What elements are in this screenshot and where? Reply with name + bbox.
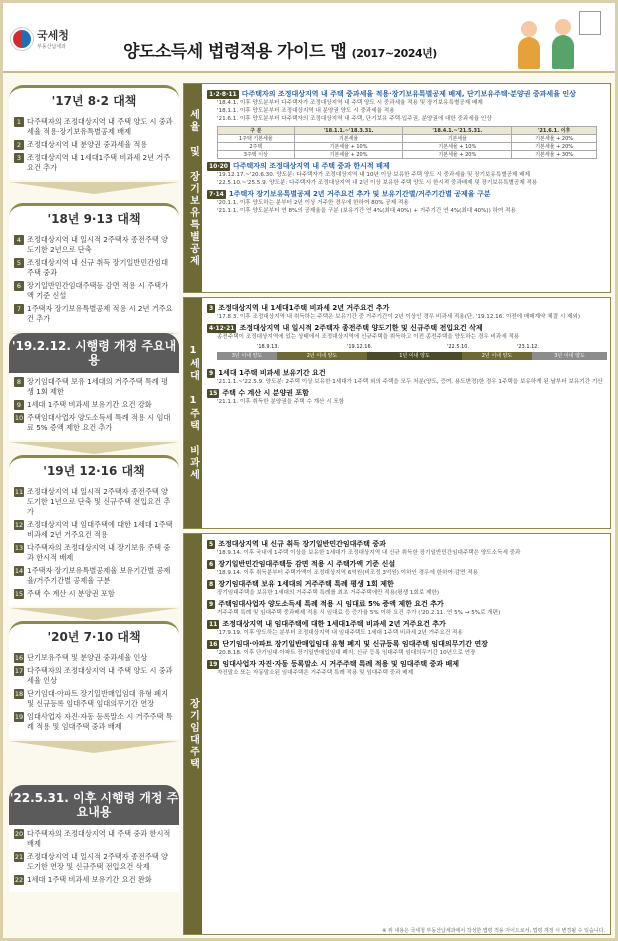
list-item: 15 주택 수 계산 시 분양권 포함 [14,589,115,598]
person-icon [518,37,540,69]
table-row: 1주택 기본세율 기본세율 기본세율 기본세율 + 20% [218,135,597,143]
section-label: 세율 및 장기보유특별공제 [184,84,202,292]
taegeuk-icon [11,28,33,50]
block-line: 거주주택 특례 및 임대주택 중과배제 적용 시 임대료 등 증가율 5% 이하 요건 추가 ('20.2.11. 연 5% → 5%로 개편) [217,610,501,616]
block-line: '17.8.3. 이후 조정대상지역 내 취득하는 주택은 보유기간 중 거주기간이 2년 이상인 경우 비과세 적용(단, '19.12.16. 이전에 매매계약 체결 시 제외) [217,314,580,320]
list-item: 19 임대사업자 자진·자동 등록말소 시 거주주택 특례 적용 및 임대주택 중과 배제 [14,712,173,731]
block-heading: 10·20 다주택자의 조정대상지역 내 주택 중과 한시적 배제 [209,162,390,170]
table-row: 2주택 기본세율 + 10% 기본세율 + 10% 기본세율 + 20% [218,143,597,151]
timeline-bar: 2년 이내 양도 [462,352,532,360]
list-item: 6 장기일반민간임대주택등 감면 적용 시 주택가액 기준 신설 [14,281,174,301]
block-line: '21.1.1. 이후 양도분부터 연 8%의 공제율을 구분 (보유기간 연 4%(최대 40%) + 거주기간 연 4%(최대 40%)) 하여 적용 [217,208,516,214]
title-years: (2017~2024년) [351,47,437,60]
list-item: 9 1세대 1주택 비과세 보유기간 요건 강화 [14,400,174,410]
block-heading: 16 단기임대·아파트 장기일반매입임대 유형 폐지 및 신규등록 임대주택 임대의무기간 연장 [209,640,488,648]
timeline-bar: 3년 이내 양도 [532,352,607,360]
list-item: 18 단기임대·아파트 장기일반매입임대 유형 폐지 및 신규등록 임대주택 임대의무기간 연장 [14,689,169,708]
list-item: 14 1주택자 장기보유특별공제율 보유기간별 공제율/거주기간별 공제율 구분 [14,566,171,585]
block-heading: 11 조정대상지역 내 임대주택에 대한 1세대1주택 비과세 2년 거주요건 추가 [209,620,446,628]
chevron-down-icon [9,442,179,454]
timeline-date: '22.5.10. [447,344,470,350]
list-item: 5 조정대상지역 내 신규 취득 장기일반민간임대주택 중과 [14,258,174,278]
block-heading: 19 임대사업자 자진·자동 등록말소 시 거주주택 특례 적용 및 임대주택 중과 배제 [209,660,460,668]
era-title: '18년 9·13 대책 [9,203,179,231]
timeline-date: '19.12.16. [347,344,373,350]
block-heading: 5 조정대상지역 내 신규 취득 장기일반민간임대주택 중과 [209,540,386,548]
org-name: 국세청 [37,29,69,42]
era-22-5-31 [9,785,179,892]
section-rental [183,533,611,935]
list-item: 2 조정대상지역 내 분양권 중과세율 적용 [14,140,174,150]
person-head-icon [521,21,537,37]
block-heading: 6 장기일반민간임대주택등 감면 적용 시 주택가액 기준 신설 [209,560,396,568]
list-item: 4 조정대상지역 내 일시적 2주택자 종전주택 양도기한 2년으로 단축 [14,235,174,255]
chevron-down-icon [9,182,179,194]
section-label: 1세대 1주택 비과세 [184,298,202,528]
block-line: '21.1.1. 이후 취득한 분양권을 주택 수 계산 시 포함 [217,399,345,405]
block-line: '18.9.14. 이후 취득분부터 주택가액이 조정대상지역 6억원(비조정 3억원) 이하인 경우에 한하여 감면 적용 [217,570,479,576]
org-sub: 부동산납세과 [37,44,66,50]
block-heading: 1·2·8·11 다주택자의 조정대상지역 내 주택 중과세율 적용·장기보유특별공제 배제, 단기보유주택·분양권 중과세율 인상 [209,90,576,98]
list-item: 22 1세대 1주택 비과세 보유기간 요건 완화 [14,875,152,884]
block-line: '21.1.1.~'22.5.9. 양도분: 2주택 이상 보유한 1세대가 1주택 외의 주택을 모두 처분(양도, 증여, 용도변경)한 경우 1주택을 보유하게 된 날부터 보유기간 기산 [217,379,603,385]
block-heading: 9 주택임대사업자 양도소득세 특례 적용 시 임대료 5% 증액 제한 요건 추가 [209,600,444,608]
block-heading: 3 조정대상지역 내 1세대1주택 비과세 2년 거주요건 추가 [209,304,390,312]
timeline-bar: 2년 이내 양도 [277,352,367,360]
list-item: 11 조정대상지역 내 일시적 2주택자 종전주택 양도기한 1년으로 단축 및 신규주택 전입요건 추가 [14,487,171,516]
person-head-icon [555,19,571,35]
block-line: '21.6.1. 이후 양도분부터 다주택자의 조정대상지역 내 주택, 단기보유 주택·입주권, 분양권에 대한 중과세율 인상 [217,116,492,122]
block-line: '20.8.18. 이후 단기임대·아파트 장기일반매입임대 폐지, 신규 등록 임대주택 임대의무기간 10년으로 연장 [217,650,476,656]
rate-table: 구 분 '18.1.1.~'18.3.31. '18.4.1.~'21.5.31. '21.6.1. 이후 1주택 기본세율 기본세율 기본세율 기본세율 + 20% 2주택 기본세율 + 10% 기본세율 + 10% 기본세율 + 20% 3주택 이상 기본세율 + 20% 기본세율 + 20% 기본세율 + 30% [217,126,597,159]
era-body [9,231,179,331]
chevron-down-icon [9,608,179,620]
block-line: '18.1.1. 이후 양도분부터 조정대상지역 내 분양권 양도 시 중과세율 적용 [217,108,395,114]
list-item: 1 다주택자의 조정대상지역 내 주택 양도 시 중과세율 적용·장기보유특별공제 배제 [14,117,174,137]
list-item: 17 다주택자의 조정대상지역 내 주택 양도 시 중과세율 인상 [14,666,173,685]
block-line: '22.5.10.~'25.5.9. 양도분: 다주택자가 조정대상지역 내 2년 이상 보유한 주택 양도 시 한시적 중과배제 및 장기보유특별공제 적용 [217,180,538,186]
list-item: 20 다주택자의 조정대상지역 내 주택 중과 한시적 배제 [14,829,171,848]
era-19-2-12 [9,333,179,454]
era-title: '20년 7·10 대책 [9,621,179,649]
era-title: '22.5.31. 이후 시행령 개정 주요내용 [9,785,179,825]
timeline-bar: 3년 이내 양도 [217,352,277,360]
era-body [9,649,179,739]
list-item: 10 주택임대사업자 양도소득세 특례 적용 시 임대료 5% 증액 제한 요건 추가 [14,413,171,432]
era-title: '19.2.12. 시행령 개정 주요내용 [9,333,179,373]
block-heading: 4·12·21 조정대상지역 내 일시적 2주택자 종전주택 양도기한 및 신규주택 전입요건 삭제 [209,324,483,332]
person-icon [552,35,574,69]
block-line: '18.9.14. 이후 국내에 1주택 이상을 보유한 1세대가 조정대상지역 내 신규 취득한 장기일반민간임대주택은 양도소득세 중과 [217,550,521,556]
list-item: 13 다주택자의 조정대상지역 내 장기보유 주택 중과 한시적 배제 [14,543,171,562]
era-body [9,113,179,180]
block-line: 장기임대주택을 보유한 1세대의 거주주택 특례를 최초 거주주택에만 적용(평생 1회로 제한) [217,590,440,596]
nts-logo [11,27,69,50]
list-item: 7 1주택자 장기보유특별공제 적용 시 2년 거주요건 추가 [14,304,174,324]
block-heading: 15 주택 수 계산 시 분양권 포함 [209,389,309,397]
block-heading: 7·14 1주택자 장기보유특별공제 2년 거주요건 추가 및 보유기간별/거주기간별 공제율 구분 [209,190,491,198]
block-line: '17.9.19. 이후 양도하는 분부터 조정대상지역 내 임대주택도 1세대 1주택 비과세 2년 거주요건 적용 [217,630,463,636]
section-one-house [183,297,611,529]
block-heading: 9 1세대 1주택 비과세 보유기간 요건 [209,369,326,377]
chevron-down-icon [9,741,179,753]
timeline [217,344,605,366]
list-item: 21 조정대상지역 내 일시적 2주택자 종전주택 양도기한 연장 및 신규주택 전입요건 삭제 [14,852,168,871]
era-body [9,825,179,892]
era-title: '19년 12·16 대책 [9,455,179,483]
timeline-date: '23.1.12. [517,344,540,350]
era-body [9,373,179,440]
era-20-7-10 [9,621,179,753]
era-17-8-2 [9,85,179,194]
block-line: '19.12.17.~'20.6.30. 양도분: 다주택자가 조정대상지역 내 10년 이상 보유한 주택 양도 시 중과세율 및 장기보유특별공제 배제 [217,172,531,178]
timeline-date: '18.9.13. [257,344,280,350]
era-18-9-13 [9,203,179,345]
table-row: 3주택 이상 기본세율 + 20% 기본세율 + 20% 기본세율 + 30% [218,151,597,159]
era-title: '17년 8·2 대책 [9,85,179,113]
block-line: '20.1.1. 이후 양도하는 분부터 2년 이상 거주한 경우에 한하여 80% 공제 적용 [217,200,409,206]
era-19-12-16 [9,455,179,620]
block-heading: 8 장기임대주택 보유 1세대의 거주주택 특례 평생 1회 제한 [209,580,394,588]
document-icon [579,11,601,35]
section-tax-rate [183,83,611,293]
list-item: 12 조정대상지역 내 임대주택에 대한 1세대 1주택 비과세 2년 거주요건 적용 [14,520,173,539]
couple-illustration [493,9,605,69]
header [3,3,615,73]
block-line: '18.4.1. 이후 양도분부터 다주택자가 조정대상지역 내 주택 양도 시 중과세율 적용 및 장기보유특별공제 배제 [217,100,483,106]
footer-note: ※ 위 내용은 국세청 부동산납세과에서 작성한 법령 적용 가이드로서, 법령 개정 시 변경될 수 있습니다. [382,928,605,934]
section-label: 장기임대주택 [184,534,202,934]
block-line: 자진말소 또는 자동말소된 임대주택은 거주주택 특례 적용 및 임대주택 중과 배제 [217,670,414,676]
title-main: 양도소득세 법령적용 가이드 맵 [123,42,347,62]
header-divider [3,71,615,73]
page-title [123,37,437,62]
list-item: 8 장기임대주택 보유 1세대의 거주주택 특례 평생 1회 제한 [14,377,174,397]
era-body [9,483,179,606]
list-item: 3 조정대상지역 내 1세대1주택 비과세 2년 거주요건 추가 [14,153,174,173]
block-line: 종전주택이 조정대상지역에 있는 상태에서 조정대상지역에 신규주택을 취득하고 이전 종전주택을 양도하는 경우 비과세 적용 [217,334,520,340]
timeline-bar: 1년 이내 양도 [367,352,462,360]
list-item: 16 단기보유주택 및 분양권 중과세율 인상 [14,653,148,662]
